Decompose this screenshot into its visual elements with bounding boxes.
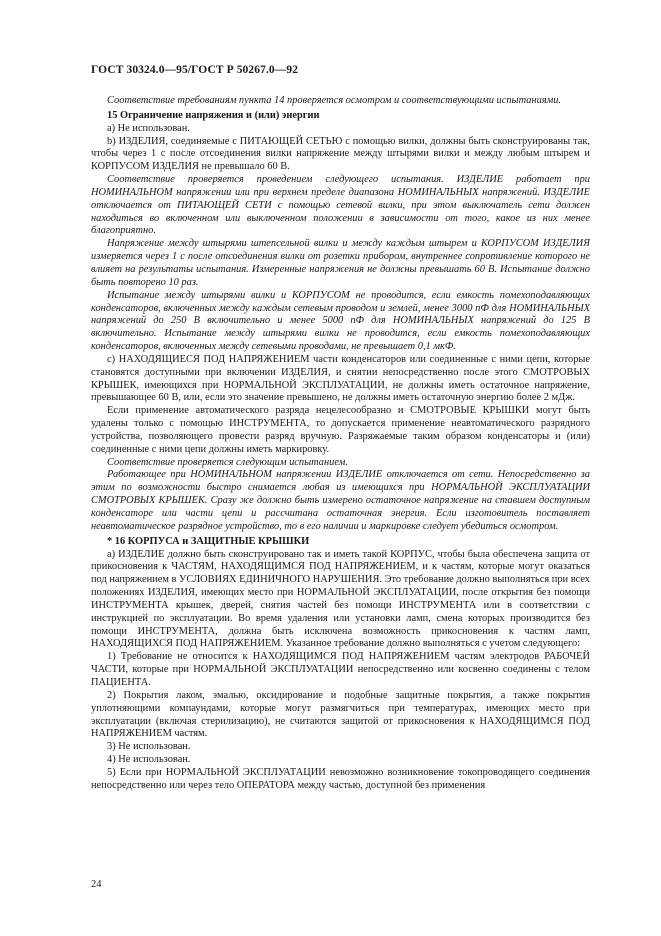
section-heading-16: * 16 КОРПУСА и ЗАЩИТНЫЕ КРЫШКИ <box>107 535 310 547</box>
list-item-16a-4: 4) Не использован. <box>107 754 191 766</box>
page-number: 24 <box>91 879 102 890</box>
paragraph-15c: с) НАХОДЯЩИЕСЯ ПОД НАПРЯЖЕНИЕМ части конденсаторов или соединенные с ними цепи, которые становятся доступными при включении ИЗДЕЛИЯ, и снятии непосредственно после этого СМОТРОВЫХ КРЫШЕК, имеющихся при НОРМАЛЬНОЙ ЭКСПЛУАТАЦИИ, не должны иметь остаточное напряжение, превышающее 60 В, или, если это значение превышено, не должны иметь остаточную энергию более 2 мДж. <box>91 353 590 404</box>
test-measurement-15b: Напряжение между штырями штепсельной вилки и между каждым штырем и КОРПУСОМ ИЗДЕЛИЯ измеряется через 1 с после отсоединения вилки от розетки прибором, внутреннее сопротивление которого не влияет на результаты испытания. Измеренные напряжения не должны превышать 60 В. Испытание должно быть повторено 10 раз. <box>91 238 590 288</box>
test-procedure-15c: Работающее при НОМИНАЛЬНОМ напряжении ИЗДЕЛИЕ отключается от сети. Непосредственно за этим по возможности быстро снимается любая из имеющихся при НОРМАЛЬНОЙ ЭКСПЛУАТАЦИИ СМОТРОВЫХ КРЫШЕК. Сразу же должно быть измерено остаточное напряжение на ставшем доступным конденсаторе или части цепи и рассчитана остаточная энергия. Если изготовитель поставляет неавтоматическое разрядное устройство, то в его наличии и маркировке следует убедиться осмотром. <box>91 469 590 532</box>
compliance-note-15c: Соответствие проверяется следующим испытанием. <box>107 456 348 468</box>
list-item-16a-2: 2) Покрытия лаком, эмалью, оксидирование и подобные защитные покрытия, а также покрытия уплотняющими компаундами, которые могут размягчиться при температурах, имеющих место при эксплуатации (включая стерилизацию), не считаются защитой от прикосновения к НАХОДЯЩИМСЯ ПОД НАПРЯЖЕНИЕМ частям. <box>91 689 590 740</box>
test-exception-15b: Испытание между штырями вилки и КОРПУСОМ не проводится, если емкость помехоподавляющих конденсаторов, включенных между каждым сетевым проводом и землей, менее 3000 пФ для НОМИНАЛЬНЫХ напряжений до 250 В включительно и менее 5000 пФ для НОМИНАЛЬНЫХ напряжений до 125 В включительно. Испытание между штырями вилки не проводится, если емкость помехоподавляющих конденсаторов, включенных между сетевыми проводами, не превышает 0,1 мкФ. <box>91 289 590 353</box>
test-procedure-15b: Соответствие проверяется проведением следующего испытания. ИЗДЕЛИЕ работает при НОМИНАЛЬНОМ напряжении или при верхнем пределе диапазона НОМИНАЛЬНЫХ напряжений. ИЗДЕЛИЕ отключается от ПИТАЮЩЕЙ СЕТИ с помощью сетевой вилки, при этом выключатель сети должен находиться во включенном или выключенном положении в зависимости от того, какое из них менее благоприятно. <box>91 174 590 237</box>
paragraph-16a: а) ИЗДЕЛИЕ должно быть сконструировано так и иметь такой КОРПУС, чтобы была обеспечена защита от прикосновения к ЧАСТЯМ, НАХОДЯЩИМСЯ ПОД НАПРЯЖЕНИЕМ, и к частям, которые могут оказаться под напряжением в УСЛОВИЯХ ЕДИНИЧНОГО НАРУШЕНИЯ. Это требование должно выполняться при всех положениях ИЗДЕЛИЯ, имеющих место при НОРМАЛЬНОЙ ЭКСПЛУАТАЦИИ, после открытия без помощи ИНСТРУМЕНТА крышек, дверей, снятия частей без помощи ИНСТРУМЕНТА или в соответствии с инструкцией по эксплуатации. Во время удаления или установки ламп, смена которых производится без помощи ИНСТРУМЕНТА, должна быть исключена возможность прикосновения к частям ламп, НАХОДЯЩИХСЯ ПОД НАПРЯЖЕНИЕМ. Указанное требование должно выполняться с учетом следующего: <box>91 548 590 650</box>
list-item-16a-3: 3) Не использован. <box>107 741 191 753</box>
section-heading-15: 15 Ограничение напряжения и (или) энергии <box>107 109 320 121</box>
page-header: ГОСТ 30324.0—95/ГОСТ Р 50267.0—92 <box>91 64 299 76</box>
compliance-note-14: Соответствие требованиям пункта 14 проверяется осмотром и соответствующими испытаниями. <box>107 95 562 106</box>
paragraph-15c-discharge: Если применение автоматического разряда нецелесообразно и СМОТРОВЫЕ КРЫШКИ могут быть удалены только с помощью ИНСТРУМЕНТА, то допускается применение неавтоматического разрядного устройства, позволяющего провести разряд вручную. Разряжаемые таким образом конденсаторы и (или) соединенные с ними цепи должны иметь маркировку. <box>91 405 590 455</box>
list-item-16a-5: 5) Если при НОРМАЛЬНОЙ ЭКСПЛУАТАЦИИ невозможно возникновение токопроводящего соединения непосредственно или через тело ОПЕРАТОРА между частью, доступной без применения <box>91 766 590 791</box>
paragraph-15b: b) ИЗДЕЛИЯ, соединяемые с ПИТАЮЩЕЙ СЕТЬЮ с помощью вилки, должны быть сконструированы так, чтобы через 1 с после отсоединения вилки напряжение между штырями вилки и между любым штырем и КОРПУСОМ ИЗДЕЛИЯ не превышало 60 В. <box>91 135 590 173</box>
paragraph-15a: а) Не использован. <box>107 122 190 134</box>
document-body <box>91 95 590 793</box>
list-item-16a-1: 1) Требование не относится к НАХОДЯЩИМСЯ ПОД НАПРЯЖЕНИЕМ частям электродов РАБОЧЕЙ ЧАСТИ, которые при НОРМАЛЬНОЙ ЭКСПЛУАТАЦИИ непосредственно или косвенно соединены с телом ПАЦИЕНТА. <box>91 651 590 688</box>
